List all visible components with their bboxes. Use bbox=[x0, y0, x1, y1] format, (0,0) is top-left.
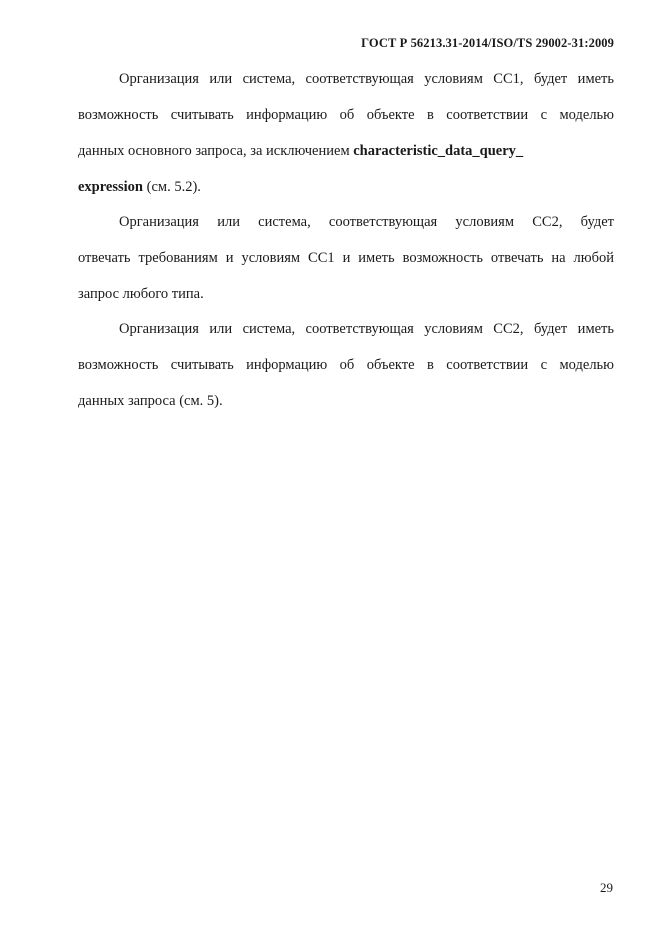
paragraph-2-line-3: запрос любого типа. bbox=[78, 286, 204, 302]
paragraph-3-line-1: Организация или система, соответствующая условиям СС2, будет иметь bbox=[119, 321, 614, 337]
document-header-code: ГОСТ Р 56213.31-2014/ISO/TS 29002-31:2009 bbox=[361, 36, 614, 50]
term-characteristic-data-query: characteristic_data_query_ bbox=[353, 143, 524, 159]
paragraph-1-line-4-text: (см. 5.2). bbox=[143, 179, 201, 195]
paragraph-1-line-3 bbox=[78, 142, 614, 160]
paragraph-2-line-2: отвечать требованиям и условиям СС1 и иметь возможность отвечать на любой bbox=[78, 250, 614, 266]
paragraph-1-line-3-text: данных основного запроса, за исключением bbox=[78, 143, 354, 159]
page-number: 29 bbox=[600, 880, 613, 895]
paragraph-3-line-2: возможность считывать информацию об объекте в соответствии с моделью bbox=[78, 357, 614, 373]
paragraph-1-line-2: возможность считывать информацию об объекте в соответствии с моделью bbox=[78, 107, 614, 123]
paragraph-3-line-3: данных запроса (см. 5). bbox=[78, 393, 223, 409]
term-expression: expression bbox=[78, 179, 143, 195]
paragraph-1-line-4 bbox=[78, 178, 614, 196]
paragraph-1-line-1: Организация или система, соответствующая условиям СС1, будет иметь bbox=[119, 71, 614, 87]
paragraph-2-line-1: Организация или система, соответствующая условиям СС2, будет bbox=[119, 214, 614, 230]
